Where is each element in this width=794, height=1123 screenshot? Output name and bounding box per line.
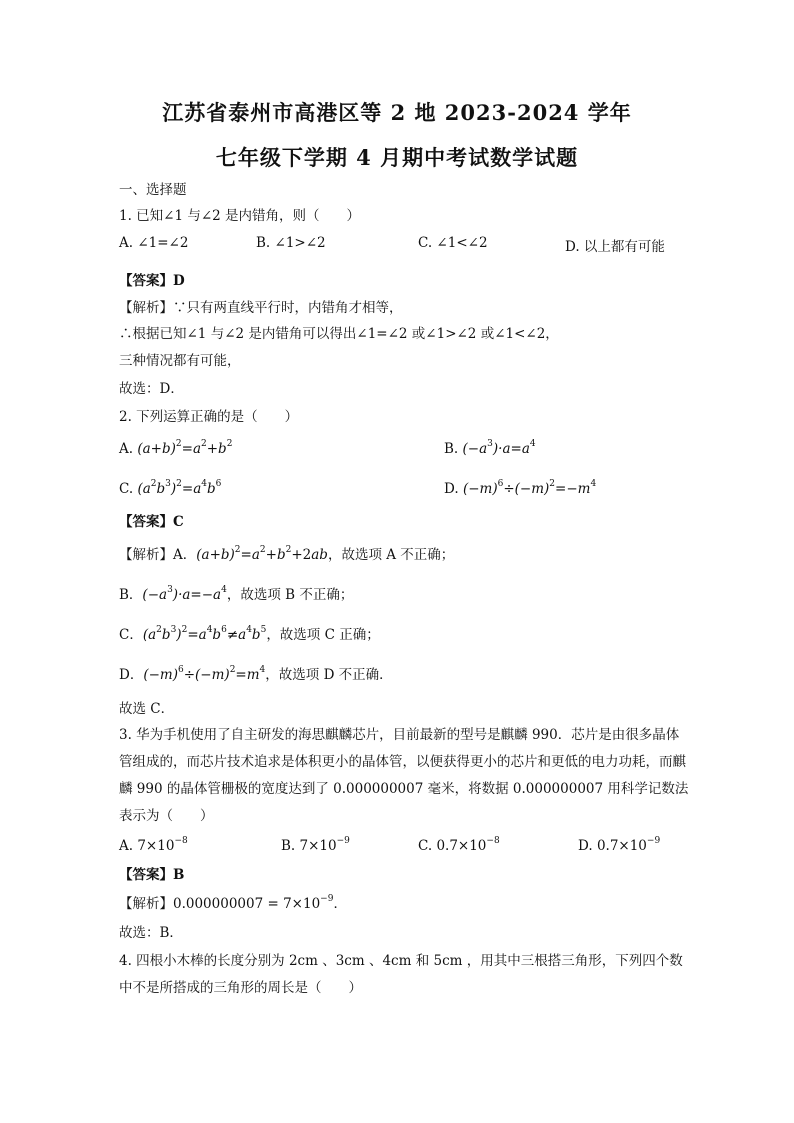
q3-option-d [578, 838, 660, 854]
q2-stem: 2. 下列运算正确的是（ ） [119, 409, 299, 425]
formula: $(a^2b^3)^2=a^4b^6\ne a^4b^5$ [142, 625, 267, 643]
q1-analysis-line: ∴根据已知∠1 与∠2 是内错角可以得出∠1=∠2 或∠1>∠2 或∠1<∠2， [119, 326, 559, 342]
q1-stem: 1. 已知∠1 与∠2 是内错角，则（ ） [119, 208, 361, 224]
formula: $7\times 10^{-9}$ [299, 836, 350, 854]
formula: $(a+b)^2=a^2+b^2$ [137, 439, 233, 457]
analysis-prefix: B． [119, 587, 143, 603]
q2-analysis-b [119, 586, 353, 604]
doc-title-line1: 江苏省泰州市高港区等 2 地 2023-2024 学年 [162, 100, 632, 125]
option-label: D. [578, 838, 593, 854]
formula: $7\times 10^{-8}$ [137, 836, 188, 854]
q2-option-d [444, 481, 596, 497]
section-heading: 一、选择题 [119, 182, 187, 198]
q1-analysis-line: 三种情况都有可能， [119, 353, 241, 369]
formula: $(-a^3)\cdot a=a^4$ [462, 439, 536, 457]
q4-stem: 4. 四根小木棒的长度分别为 2cm 、3cm 、4cm 和 5cm ，用其中三根搭三角形，下列四个数中不是所搭成的三角形的周长是（ ） [119, 953, 683, 996]
q2-analysis-d [119, 666, 393, 684]
doc-title-line2: 七年级下学期 4 月期中考试数学试题 [215, 145, 579, 170]
q1-option-d: D. 以上都有可能 [565, 239, 665, 255]
q3-conclusion: 故选：B． [119, 925, 183, 941]
analysis-tail: ，故选项 B 不正确； [226, 587, 354, 603]
q2-option-a [119, 441, 232, 457]
option-label: C. [418, 838, 433, 854]
formula: $0.000000007 = 7\times 10^{-9}$． [173, 894, 347, 912]
option-label: B. [444, 441, 459, 457]
q2-option-b [444, 441, 536, 457]
q1-option-c: C. ∠1<∠2 [418, 235, 488, 251]
analysis-prefix: D． [119, 667, 144, 683]
analysis-tail: ，故选项 D 不正确． [265, 667, 393, 683]
option-label: A. [119, 838, 134, 854]
q1-option-a: A. ∠1=∠2 [119, 235, 189, 251]
analysis-prefix: C． [119, 627, 143, 643]
q3-stem: 3. 华为手机使用了自主研发的海思麒麟芯片，目前最新的型号是麒麟 990．芯片是由很多晶体管组成的，而芯片技术追求是体积更小的晶体管，以便获得更小的芯片和更低的电力功耗，而麒麟 990 的晶体管栅极的宽度达到了 0.000000007 毫米，将数据 0.000000007 用科学记数法表示为（ ） [119, 727, 689, 824]
option-label: D. [444, 481, 459, 497]
q3-option-b [281, 838, 350, 854]
q3-option-a [119, 838, 188, 854]
formula: $(a^2b^3)^2=a^4b^6$ [137, 479, 222, 497]
formula: $(-m)^6\div(-m)^2=-m^4$ [462, 479, 597, 497]
formula: $(a+b)^2=a^2+b^2+2ab$ [196, 545, 328, 563]
q3-option-c [418, 838, 500, 854]
q2-option-c [119, 481, 221, 497]
q1-conclusion: 故选：D． [119, 381, 184, 397]
q1-option-b: B. ∠1>∠2 [256, 235, 326, 251]
q1-answer: 【答案】D [119, 273, 185, 289]
q1-analysis-line: 【解析】∵只有两直线平行时，内错角才相等， [119, 300, 403, 316]
q3-answer: 【答案】B [119, 867, 185, 883]
q2-answer: 【答案】C [119, 514, 184, 530]
q2-analysis-a [119, 546, 454, 564]
formula: $(-m)^6\div(-m)^2=m^4$ [143, 665, 266, 683]
q3-analysis [119, 895, 347, 913]
option-label: A. [119, 441, 134, 457]
q2-analysis-c [119, 626, 380, 644]
formula: $(-a^3)\cdot a=-a^4$ [142, 585, 227, 603]
q2-conclusion: 故选 C． [119, 701, 175, 717]
analysis-tail: ，故选项 A 不正确； [327, 547, 455, 563]
option-label: C. [119, 481, 134, 497]
analysis-prefix: 【解析】A． [119, 547, 197, 563]
analysis-prefix: 【解析】 [119, 896, 173, 912]
analysis-tail: ，故选项 C 正确； [266, 627, 380, 643]
formula: $0.7\times 10^{-8}$ [436, 836, 500, 854]
option-label: B. [281, 838, 296, 854]
formula: $0.7\times 10^{-9}$ [596, 836, 661, 854]
